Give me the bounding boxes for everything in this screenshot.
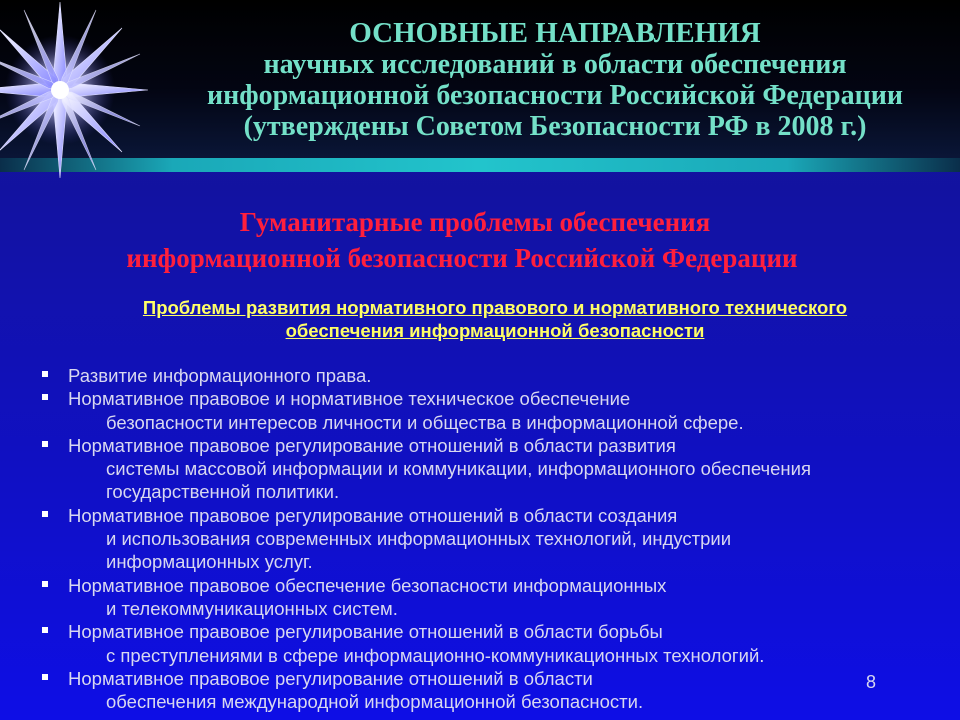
slide-title — [150, 18, 960, 142]
list-item — [38, 667, 948, 714]
subsection-title-line-1: Проблемы развития нормативного правового и нормативного технического — [142, 297, 848, 318]
title-line-4: (утверждены Советом Безопасности РФ в 2008 г.) — [243, 111, 867, 142]
subsection-title-line-2: обеспечения информационной безопасности — [285, 320, 705, 341]
list-item-line: государственной политики. — [106, 481, 340, 503]
bullet-list — [38, 364, 948, 713]
list-item-line: Нормативное правовое обеспечение безопасности информационных — [68, 574, 667, 596]
list-item-line: обеспечения международной информационной безопасности. — [106, 691, 644, 713]
section-title — [0, 204, 960, 276]
list-item — [38, 364, 948, 387]
list-item-line: Нормативное правовое регулирование отношений в области — [68, 667, 593, 689]
list-item-line: Нормативное правовое регулирование отношений в области борьбы — [68, 621, 663, 643]
list-item — [38, 574, 948, 621]
list-item-line: Нормативное правовое и нормативное техническое обеспечение — [68, 388, 631, 410]
list-item-line: и использования современных информационных технологий, индустрии — [106, 528, 732, 550]
list-item-line: Нормативное правовое регулирование отношений в области развития — [68, 434, 676, 456]
list-item-line: и телекоммуникационных систем. — [106, 597, 398, 619]
list-item-line: Нормативное правовое регулирование отношений в области создания — [68, 504, 678, 526]
list-item-line: Развитие информационного права. — [68, 365, 372, 386]
list-item-line: системы массовой информации и коммуникации, информационного обеспечения — [106, 458, 812, 480]
star-burst-icon — [0, 0, 170, 180]
title-line-3: информационной безопасности Российской Федерации — [206, 80, 903, 111]
section-title-line-1: Гуманитарные проблемы обеспечения — [239, 207, 711, 237]
title-line-1: ОСНОВНЫЕ НАПРАВЛЕНИЯ — [349, 17, 761, 49]
list-item — [38, 620, 948, 667]
list-item-line: информационных услуг. — [106, 551, 313, 573]
title-line-2: научных исследований в области обеспечения — [263, 49, 847, 80]
section-title-line-2: информационной безопасности Российской Федерации — [126, 243, 798, 273]
list-item — [38, 387, 948, 434]
list-item-line: безопасности интересов личности и общества в информационной сфере. — [106, 411, 744, 433]
list-item — [38, 434, 948, 504]
page-number: 8 — [866, 672, 877, 692]
list-item — [38, 504, 948, 574]
subsection-title — [0, 296, 960, 342]
list-item-line: с преступлениями в сфере информационно-коммуникационных технологий. — [106, 644, 765, 666]
